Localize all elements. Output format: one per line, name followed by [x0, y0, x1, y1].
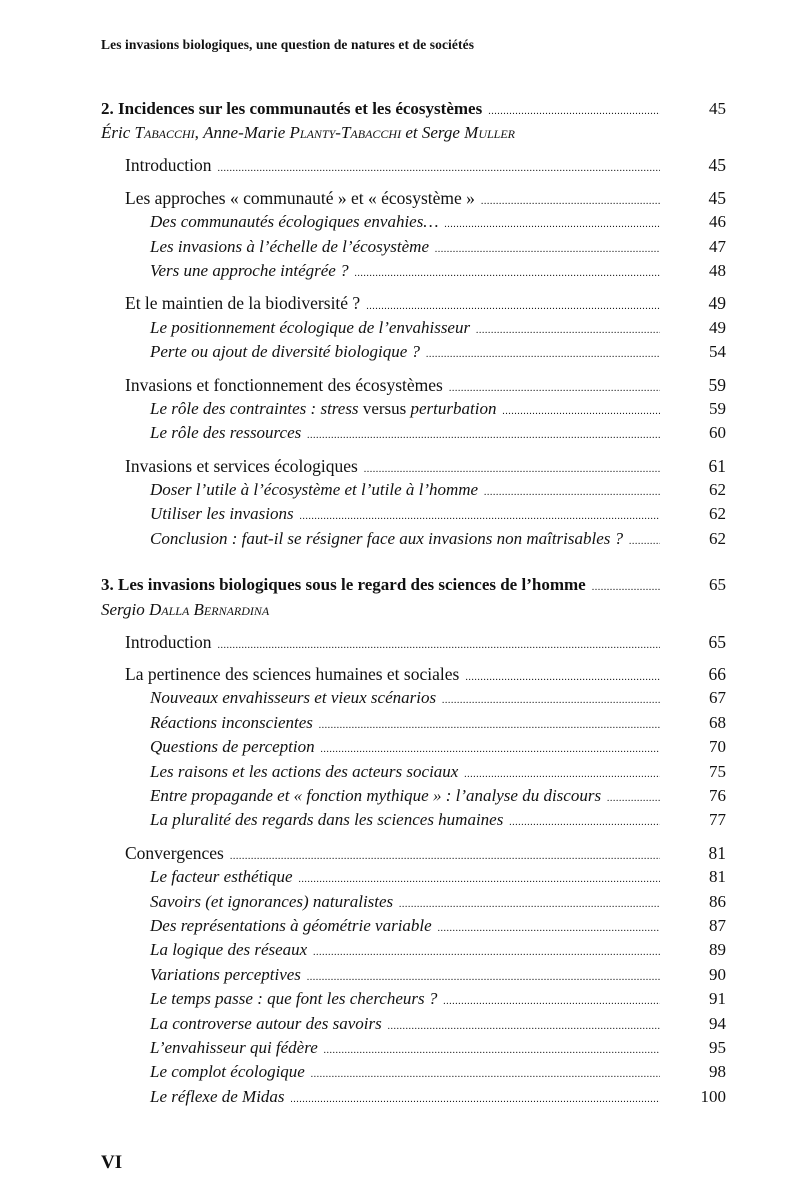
subsection-title: Le facteur esthétique	[150, 865, 299, 889]
dot-leader	[399, 891, 660, 915]
author-separator: et	[401, 123, 422, 143]
dot-leader	[366, 293, 660, 317]
page-number: 49	[709, 317, 726, 337]
author-separator: ,	[194, 123, 204, 143]
subsection-title: Vers une approche intégrée ?	[150, 259, 355, 283]
page-number: 59	[708, 374, 726, 395]
subsection-title: Utiliser les invasions	[150, 502, 300, 526]
page-number: 98	[709, 1062, 726, 1082]
chapter-title: 3. Les invasions biologiques sous le regard des sciences de l’homme	[101, 573, 592, 597]
toc-chapter[interactable]	[101, 573, 726, 597]
dot-leader	[438, 915, 660, 939]
section-title: Introduction	[125, 630, 218, 654]
page-number: 95	[709, 1037, 726, 1057]
page-number: 76	[709, 785, 726, 805]
chapter-title: 2. Incidences sur les communautés et les écosystèmes	[101, 97, 488, 121]
dot-leader	[426, 341, 660, 365]
dot-leader	[355, 260, 660, 284]
toc-subsection[interactable]	[101, 963, 726, 987]
dot-leader	[311, 1061, 660, 1085]
page-number: 91	[709, 989, 726, 1009]
toc-subsection[interactable]	[101, 1085, 726, 1109]
dot-leader	[364, 456, 660, 480]
page-number: 45	[708, 187, 726, 208]
title-part: perturbation	[406, 398, 497, 418]
toc-subsection[interactable]	[101, 340, 726, 364]
subsection-title: Variations perceptives	[150, 963, 307, 987]
page-number: 81	[709, 867, 726, 887]
subsection-title	[150, 397, 502, 421]
subsection-title: Doser l’utile à l’écosystème et l’utile à l’homme	[150, 478, 484, 502]
toc-subsection[interactable]	[101, 1036, 726, 1060]
page-number: 67	[709, 688, 726, 708]
dot-leader	[444, 211, 660, 235]
author-first: Anne-Marie	[203, 123, 290, 143]
subsection-title: La logique des réseaux	[150, 938, 313, 962]
subsection-title: Questions de perception	[150, 735, 321, 759]
author-last: Tabacchi	[134, 123, 195, 143]
toc-subsection[interactable]	[101, 1060, 726, 1084]
table-of-contents	[101, 97, 726, 1109]
dot-leader	[509, 809, 660, 833]
dot-leader	[324, 1037, 660, 1061]
page-number: 75	[709, 761, 726, 781]
toc-subsection[interactable]	[101, 686, 726, 710]
dot-leader	[218, 632, 660, 656]
subsection-title: Les raisons et les actions des acteurs sociaux	[150, 760, 464, 784]
subsection-title: Perte ou ajout de diversité biologique ?	[150, 340, 426, 364]
page-number: 45	[708, 155, 726, 176]
toc-subsection[interactable]	[101, 760, 726, 784]
dot-leader	[629, 528, 660, 552]
dot-leader	[435, 236, 660, 260]
toc-subsection[interactable]	[101, 735, 726, 759]
subsection-title: Conclusion : faut-il se résigner face aux invasions non maîtrisables ?	[150, 527, 629, 551]
page-number: 60	[709, 423, 726, 443]
author-last: Muller	[464, 123, 516, 143]
author-first: Serge	[421, 123, 465, 143]
page-number: 87	[709, 915, 726, 935]
subsection-title: L’envahisseur qui fédère	[150, 1036, 324, 1060]
dot-leader	[442, 687, 660, 711]
toc-section[interactable]	[101, 373, 726, 397]
dot-leader	[299, 866, 660, 890]
toc-subsection[interactable]	[101, 784, 726, 808]
page-number: 100	[700, 1086, 726, 1106]
toc-subsection[interactable]	[101, 711, 726, 735]
section-title: La pertinence des sciences humaines et sociales	[125, 662, 465, 686]
page-number: 70	[709, 737, 726, 757]
dot-leader	[307, 422, 660, 446]
dot-leader	[313, 939, 660, 963]
page-number: 86	[709, 891, 726, 911]
toc-subsection[interactable]	[101, 210, 726, 234]
page-number: 62	[709, 528, 726, 548]
page-number: 48	[709, 260, 726, 280]
page-number: 66	[708, 664, 726, 685]
author-first: Sergio	[101, 599, 150, 619]
toc-subsection[interactable]	[101, 1012, 726, 1036]
page-number: 94	[709, 1013, 726, 1033]
dot-leader	[449, 375, 660, 399]
subsection-title: Des représentations à géométrie variable	[150, 914, 438, 938]
toc-section[interactable]	[101, 454, 726, 478]
subsection-title: Nouveaux envahisseurs et vieux scénarios	[150, 686, 442, 710]
section-title: Invasions et services écologiques	[125, 454, 364, 478]
dot-leader	[388, 1013, 660, 1037]
subsection-title: La controverse autour des savoirs	[150, 1012, 388, 1036]
subsection-title: Entre propagande et « fonction mythique » : l’analyse du discours	[150, 784, 607, 808]
toc-subsection[interactable]	[101, 478, 726, 502]
page-number: 45	[709, 99, 726, 118]
subsection-title: Le temps passe : que font les chercheurs ?	[150, 987, 443, 1011]
page-number: 54	[709, 342, 726, 362]
toc-section[interactable]	[101, 841, 726, 865]
toc-subsection[interactable]	[101, 397, 726, 421]
section-title: Invasions et fonctionnement des écosystèmes	[125, 373, 449, 397]
toc-subsection[interactable]	[101, 527, 726, 551]
toc-subsection[interactable]	[101, 421, 726, 445]
page-number: 59	[709, 398, 726, 418]
section-title: Convergences	[125, 841, 230, 865]
author-first: Éric	[101, 123, 135, 143]
page-number: 81	[708, 842, 726, 863]
subsection-title: Le complot écologique	[150, 1060, 311, 1084]
page-number: 68	[709, 712, 726, 732]
dot-leader	[481, 188, 660, 212]
toc-subsection[interactable]	[101, 502, 726, 526]
dot-leader	[592, 574, 660, 598]
toc-section[interactable]	[101, 291, 726, 315]
dot-leader	[484, 479, 660, 503]
subsection-title: Le réflexe de Midas	[150, 1085, 291, 1109]
page-number: 46	[709, 212, 726, 232]
dot-leader	[291, 1086, 660, 1110]
section-title: Et le maintien de la biodiversité ?	[125, 291, 366, 315]
dot-leader	[307, 964, 660, 988]
toc-section[interactable]	[101, 662, 726, 686]
dot-leader	[607, 785, 660, 809]
toc-subsection[interactable]	[101, 865, 726, 889]
toc-subsection[interactable]	[101, 914, 726, 938]
toc-subsection[interactable]	[101, 235, 726, 259]
subsection-title: Le rôle des ressources	[150, 421, 307, 445]
dot-leader	[300, 503, 660, 527]
toc-subsection[interactable]	[101, 890, 726, 914]
page-number: 62	[709, 504, 726, 524]
subsection-title: Des communautés écologiques envahies…	[150, 210, 444, 234]
subsection-title: La pluralité des regards dans les sciences humaines	[150, 808, 509, 832]
dot-leader	[319, 712, 660, 736]
page-number: 77	[709, 810, 726, 830]
author-last: Dalla Bernardina	[149, 599, 270, 619]
toc-section[interactable]	[101, 630, 726, 654]
author-last: Planty-Tabacchi	[289, 123, 402, 143]
page-number: 90	[709, 964, 726, 984]
subsection-title: Réactions inconscientes	[150, 711, 319, 735]
title-part: Le rôle des contraintes : stress	[150, 398, 363, 418]
page-number: 65	[708, 631, 726, 652]
section-title: Introduction	[125, 153, 218, 177]
dot-leader	[464, 761, 660, 785]
page-number: 47	[709, 236, 726, 256]
dot-leader	[218, 155, 660, 179]
title-part-roman: versus	[362, 398, 407, 418]
toc-subsection[interactable]	[101, 938, 726, 962]
subsection-title: Les invasions à l’échelle de l’écosystème	[150, 235, 435, 259]
dot-leader	[465, 664, 660, 688]
page-folio: VI	[101, 1152, 123, 1173]
page-number: 89	[709, 940, 726, 960]
chapter-authors	[101, 121, 726, 145]
subsection-title: Le positionnement écologique de l’envahisseur	[150, 316, 476, 340]
toc-subsection[interactable]	[101, 808, 726, 832]
toc-subsection[interactable]	[101, 987, 726, 1011]
running-head: Les invasions biologiques, une question de natures et de sociétés	[101, 37, 475, 52]
toc-section[interactable]	[101, 186, 726, 210]
page-number: 49	[708, 293, 726, 314]
dot-leader	[230, 843, 660, 867]
dot-leader	[488, 98, 660, 122]
dot-leader	[476, 317, 660, 341]
page-number: 62	[709, 480, 726, 500]
section-title: Les approches « communauté » et « écosystème »	[125, 186, 481, 210]
chapter-authors	[101, 598, 726, 622]
toc-section[interactable]	[101, 153, 726, 177]
subsection-title: Savoirs (et ignorances) naturalistes	[150, 890, 399, 914]
dot-leader	[502, 398, 660, 422]
toc-subsection[interactable]	[101, 316, 726, 340]
toc-subsection[interactable]	[101, 259, 726, 283]
page-number: 65	[709, 575, 726, 595]
dot-leader	[321, 736, 660, 760]
page-number: 61	[708, 455, 726, 476]
toc-chapter[interactable]	[101, 97, 726, 121]
dot-leader	[443, 988, 660, 1012]
